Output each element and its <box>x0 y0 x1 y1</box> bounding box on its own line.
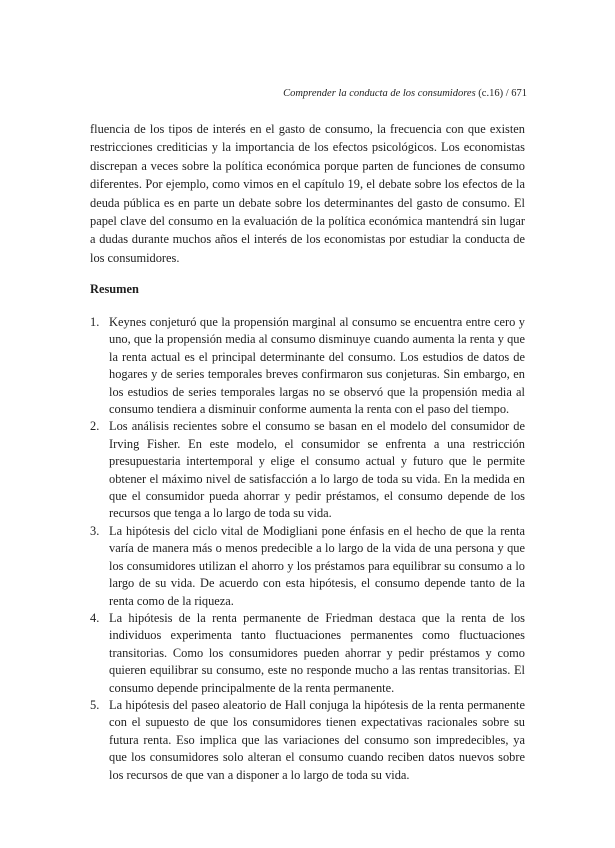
summary-item-text: Keynes conjeturó que la propensión marginal al consumo se encuentra entre cero y uno, que la propensión media al consumo disminuye cuando aumenta la renta y que la renta actual es el principal determinante del consumo. Los estudios de datos de hogares y de series temporales breves confirmaron sus conjeturas. Sin embargo, en los estudios de series temporales largas no se observó que la propensión media al consumo tendiera a disminuir conforme aumenta la renta con el paso del tiempo. <box>109 315 525 417</box>
summary-item-text: La hipótesis del paseo aleatorio de Hall conjuga la hipótesis de la renta permanente con el supuesto de que los consumidores tienen expectativas racionales sobre su futura renta. Eso implica que las variaciones del consumo son impredecibles, ya que los consumidores solo alteran el consumo cuando reciben datos nuevos sobre los recursos de que van a disponer a lo largo de toda su vida. <box>109 697 525 782</box>
running-header-chapter: (c.16) <box>478 88 504 99</box>
summary-item-text: La hipótesis del ciclo vital de Modigliani pone énfasis en el hecho de que la renta varía de manera más o menos predecible a lo largo de la vida de una persona y que los consumidores utilizan el ahorro y los préstamos para equilibrar su consumo a lo largo de su vida. De acuerdo con esta hipótesis, el consumo depende tanto de la renta como de la riqueza. <box>109 523 525 608</box>
summary-item <box>90 523 525 610</box>
summary-item-number: 4. <box>90 610 100 625</box>
summary-item <box>90 610 525 697</box>
summary-item <box>90 314 525 418</box>
summary-list <box>90 314 525 784</box>
summary-heading: Resumen <box>90 282 139 296</box>
intro-paragraph: fluencia de los tipos de interés en el gasto de consumo, la frecuencia con que existen restricciones crediticias y la importancia de los efectos psicológicos. Los economistas discrepan a veces sobre la política económica porque parten de funciones de consumo diferentes. Por ejemplo, como vimos en el capítulo 19, el debate sobre los efectos de la deuda pública es en parte un debate sobre los determinantes del gasto de consumo. El papel clave del consumo en la evaluación de la política económica mantendrá sin lugar a dudas durante muchos años el interés de los economistas por estudiar la conducta de los consumidores. <box>90 122 525 265</box>
summary-item <box>90 418 525 522</box>
summary-item-text: La hipótesis de la renta permanente de Friedman destaca que la renta de los individuos experimenta tanto fluctuaciones permanentes como fluctuaciones transitorias. Como los consumidores pueden ahorrar y pedir préstamos y como quieren equilibrar su consumo, este no responde mucho a las rentas transitorias. El consumo depende principalmente de la renta permanente. <box>109 610 525 695</box>
running-header-separator: / <box>505 88 509 99</box>
summary-item <box>90 697 525 784</box>
summary-item-number: 2. <box>90 419 100 434</box>
running-header <box>283 88 527 99</box>
summary-item-number: 3. <box>90 523 100 538</box>
running-header-title: Comprender la conducta de los consumidores <box>283 88 476 99</box>
summary-item-number: 1. <box>90 315 100 329</box>
page-number: 671 <box>511 88 527 99</box>
summary-item-number: 5. <box>90 697 100 712</box>
summary-item-text: Los análisis recientes sobre el consumo se basan en el modelo del consumidor de Irving Fisher. En este modelo, el consumidor se enfrenta a una restricción presupuestaria intertemporal y elige el consumo actual y futuro que le permite obtener el máximo nivel de satisfacción a lo largo de toda su vida. En la medida en que el consumidor pueda ahorrar y pedir préstamos, el consumo depende de los recursos que tenga a lo largo de toda su vida. <box>109 419 525 521</box>
